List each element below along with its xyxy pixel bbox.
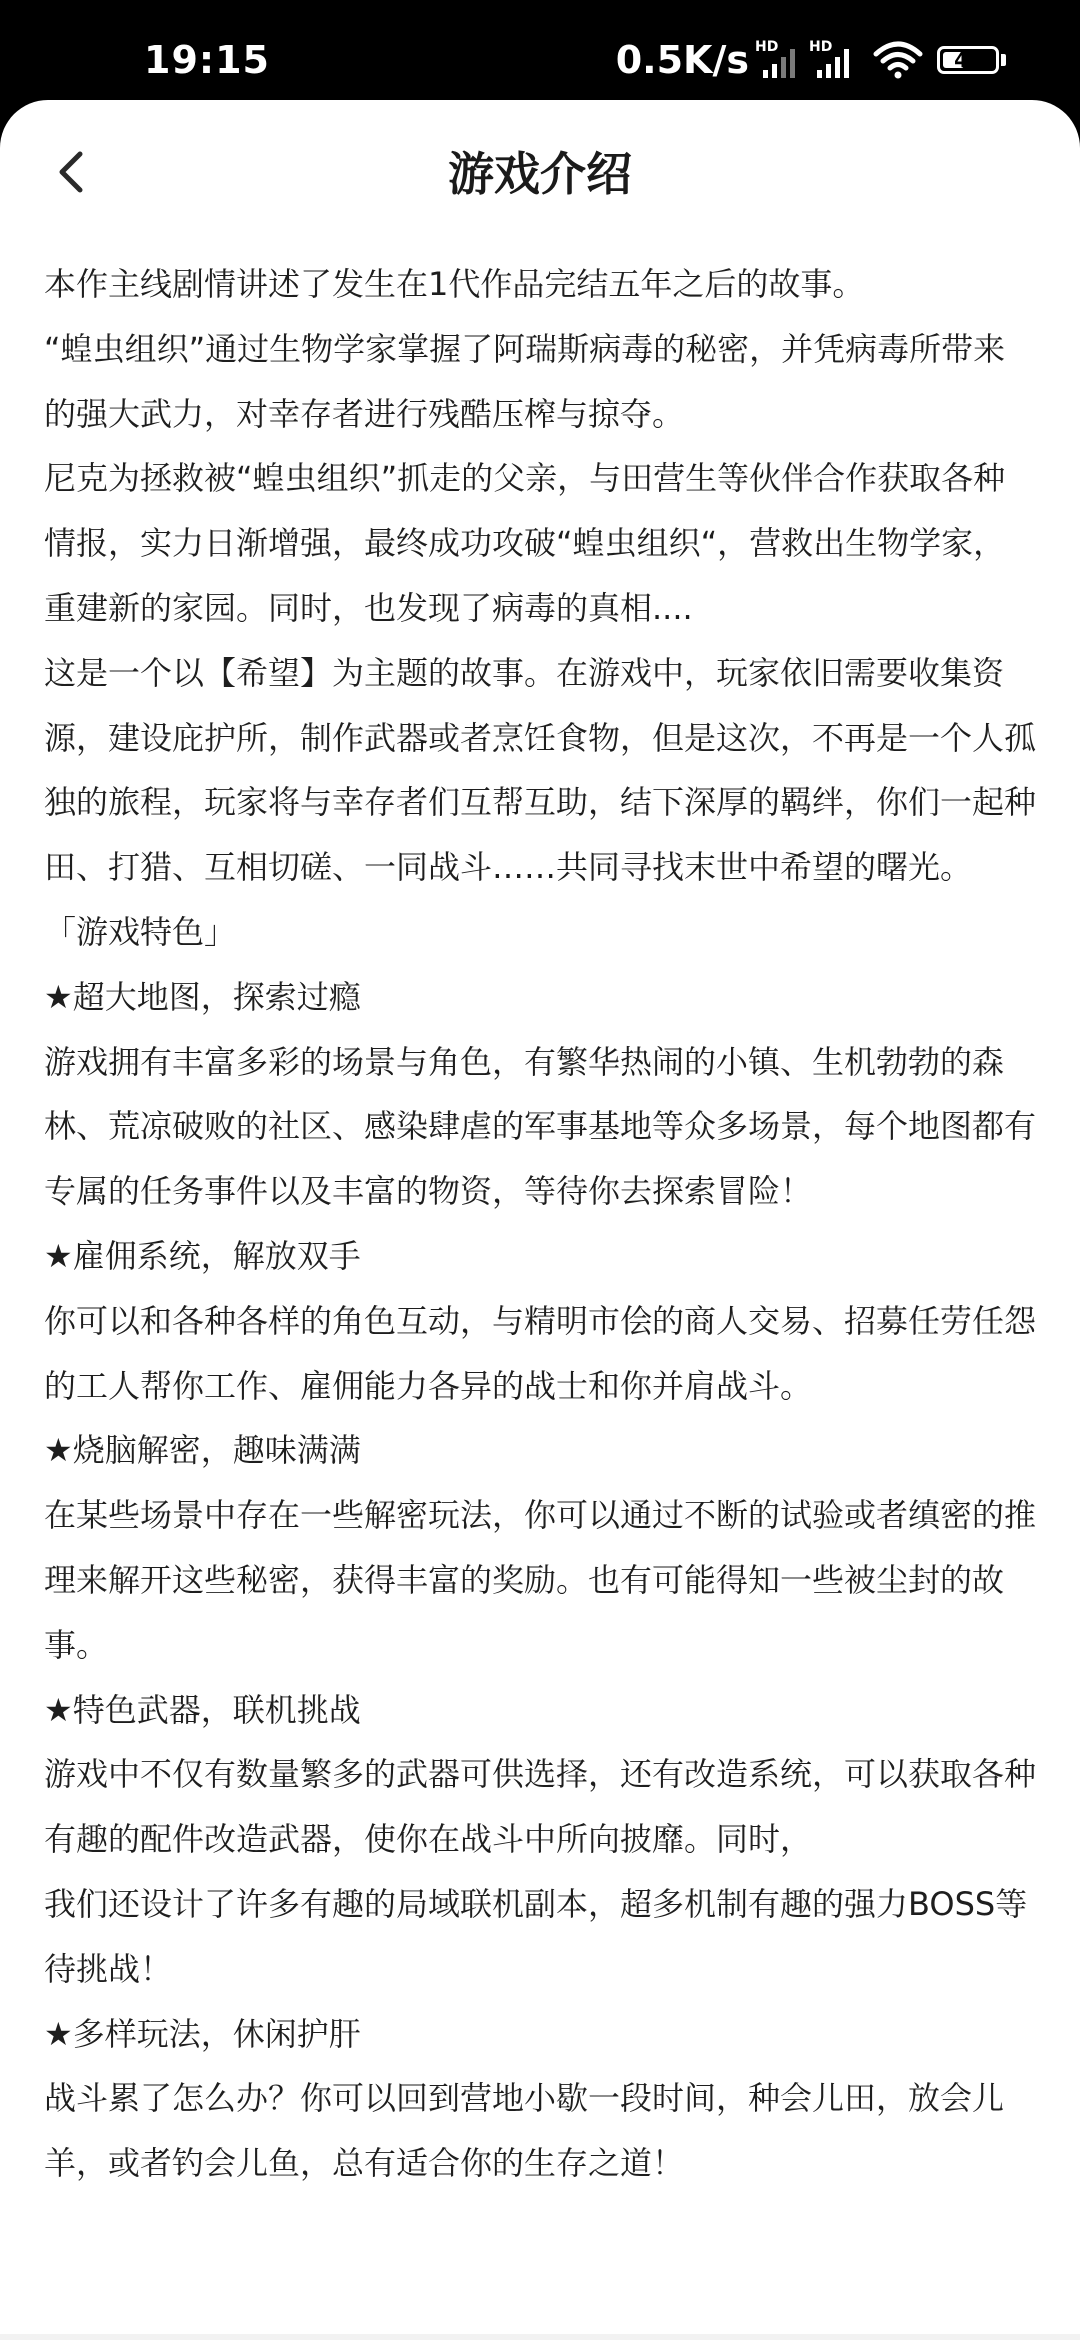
intro-paragraph: ★超大地图，探索过瘾 xyxy=(44,977,361,1016)
intro-paragraph: “蝗虫组织”通过生物学家掌握了阿瑞斯病毒的秘密，并凭病毒所带来的强大武力，对幸存者进行残酷压榨与掠夺。 xyxy=(44,329,1006,433)
intro-paragraph: 尼克为拯救被“蝗虫组织”抓走的父亲，与田营生等伙伴合作获取各种情报，实力日渐增强，最终成功攻破“蝗虫组织“，营救出生物学家，重建新的家园。同时，也发现了病毒的真相.... xyxy=(44,459,1006,627)
intro-paragraph: 本作主线剧情讲述了发生在1代作品完结五年之后的故事。 xyxy=(44,265,865,303)
intro-paragraph: 游戏拥有丰富多彩的场景与角色，有繁华热闹的小镇、生机勃勃的森林、荒凉破败的社区、感染肆虐的军事基地等众多场景，每个地图都有专属的任务事件以及丰富的物资，等待你去探索冒险！ xyxy=(44,1042,1037,1211)
intro-paragraph: 在某些场景中存在一些解密玩法，你可以通过不断的试验或者缜密的推理来解开这些秘密，获得丰富的奖励。也有可能得知一些被尘封的故事。 xyxy=(44,1496,1037,1664)
page-sheet xyxy=(0,100,1080,2340)
status-icons xyxy=(616,38,1006,82)
battery-tip xyxy=(1001,54,1006,66)
bottom-divider xyxy=(0,2334,1080,2340)
signal-icon xyxy=(755,40,803,80)
intro-content xyxy=(44,252,1036,2196)
hd-label-2: HD xyxy=(809,39,833,55)
wifi-icon xyxy=(873,40,923,80)
intro-paragraph: ★雇佣系统，解放双手 xyxy=(44,1236,361,1275)
battery-icon xyxy=(937,46,999,74)
intro-paragraph: ★特色武器，联机挑战 xyxy=(44,1690,361,1729)
intro-paragraph: 游戏中不仅有数量繁多的武器可供选择，还有改造系统，可以获取各种有趣的配件改造武器，使你在战斗中所向披靡。同时， xyxy=(44,1755,1037,1859)
signal-icon-2 xyxy=(809,40,857,80)
status-time: 19:15 xyxy=(144,38,270,82)
intro-paragraph: ★多样玩法，休闲护肝 xyxy=(44,2014,361,2053)
intro-paragraph: 你可以和各种各样的角色互动，与精明市侩的商人交易、招募任劳任怨的工人帮你工作、雇佣能力各异的战士和你并肩战斗。 xyxy=(44,1301,1037,1405)
intro-paragraph: 我们还设计了许多有趣的局域联机副本，超多机制有趣的强力BOSS等待挑战！ xyxy=(44,1884,1028,1988)
status-bar xyxy=(0,0,1080,100)
page-title: 游戏介绍 xyxy=(448,147,632,201)
header xyxy=(0,100,1080,250)
intro-paragraph: ★烧脑解密，趣味满满 xyxy=(44,1431,361,1470)
hd-label: HD xyxy=(755,39,779,55)
network-speed: 0.5K/s xyxy=(615,38,749,82)
intro-paragraph: 战斗累了怎么办？你可以回到营地小歇一段时间，种会儿田，放会儿羊，或者钓会儿鱼，总有适合你的生存之道！ xyxy=(44,2079,1005,2183)
intro-paragraph: 「游戏特色」 xyxy=(44,912,237,951)
intro-paragraph: 这是一个以【希望】为主题的故事。在游戏中，玩家依旧需要收集资源，建设庇护所，制作武器或者烹饪食物，但是这次，不再是一个人孤独的旅程，玩家将与幸存者们互帮互助，结下深厚的羁绊，你们一起种田、打猎、互相切磋、一同战斗……共同寻找末世中希望的曙光。 xyxy=(44,653,1037,887)
battery-percent: 41 xyxy=(954,48,982,72)
